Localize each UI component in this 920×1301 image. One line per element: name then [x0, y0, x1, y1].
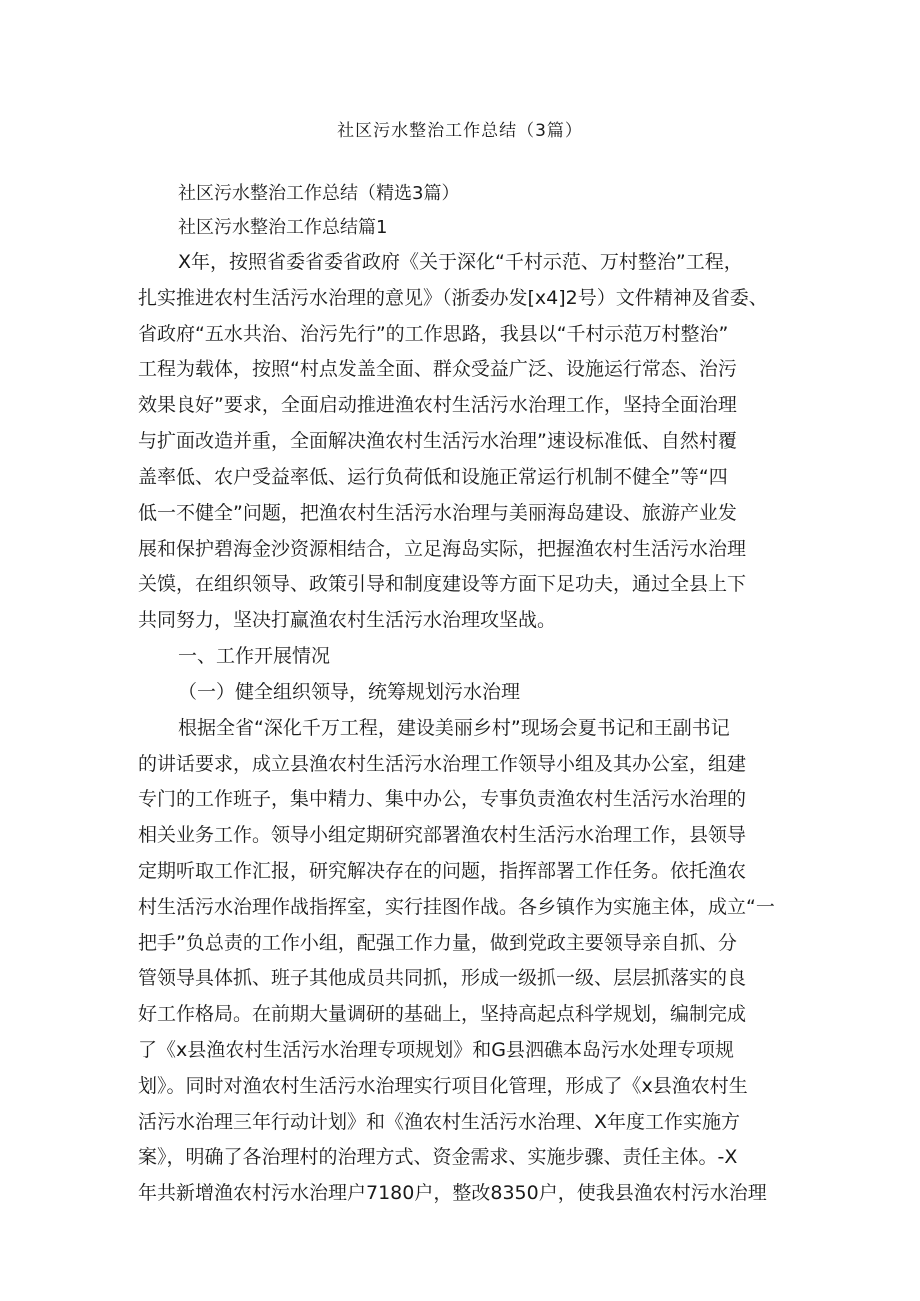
article-heading: 社区污水整治工作总结篇1 [178, 217, 388, 238]
paragraph-1-line: 扎实推进农村生活污水治理的意见》（浙委办发[x4]2号）文件精神及省委、 [138, 287, 768, 309]
paragraph-1-line: 效果良好”要求，全面启动推进渔农村生活污水治理工作，坚持全面治理 [138, 394, 737, 416]
paragraph-1-line: 关馍，在组织领导、政策引导和制度建设等方面下足功夫，通过全县上下 [138, 573, 747, 595]
paragraph-2-line: 把手”负总责的工作小组，配强工作力量，做到党政主要领导亲自抓、分 [138, 932, 737, 954]
paragraph-1-line: 共同努力，坚决打赢渔农村生活污水治理攻坚战。 [138, 609, 557, 631]
paragraph-2-line: 管领导具体抓、班子其他成员共同抓，形成一级抓一级、层层抓落实的良 [138, 967, 747, 989]
paragraph-2-line: 的讲话要求，成立县渔农村生活污水治理工作领导小组及其办公室，组建 [138, 753, 747, 775]
paragraph-1-line: 省政府“五水共治、治污先行”的工作思路，我县以“千村示范万村整治” [138, 323, 729, 345]
paragraph-2-line: 根据全省“深化千万工程，建设美丽乡村”现场会夏书记和王副书记 [178, 717, 730, 739]
paragraph-2-line: 定期听取工作汇报，研究解决存在的问题，指挥部署工作任务。依托渔农 [138, 860, 747, 882]
paragraph-2-line: 好工作格局。在前期大量调研的基础上，坚持高起点科学规划，编制完成 [138, 1003, 747, 1025]
paragraph-1-line: 低一不健全”问题，把渔农村生活污水治理与美丽海岛建设、旅游产业发 [138, 502, 737, 524]
paragraph-1-line: X年，按照省委省委省政府《关于深化“千村示范、万村整治”工程， [178, 251, 743, 273]
paragraph-1-line: 盖率低、农户受益率低、运行负荷低和设施正常运行机制不健全”等“四 [138, 466, 728, 488]
paragraph-2-line: 专门的工作班子，集中精力、集中办公，专事负责渔农村生活污水治理的 [138, 788, 747, 810]
paragraph-1-line: 与扩面改造并重，全面解决渔农村生活污水治理”速设标准低、自然村覆 [138, 430, 737, 452]
document-subtitle: 社区污水整治工作总结（精选3篇） [178, 183, 460, 204]
paragraph-1-line: 展和保护碧海金沙资源相结合，立足海岛实际，把握渔农村生活污水治理 [138, 538, 747, 560]
paragraph-2-line: 了《x县渔农村生活污水治理专项规划》和G县泗礁本岛污水处理专项规 [138, 1039, 734, 1061]
paragraph-2-line: 活污水治理三年行动计划》和《渔农村生活污水治理、X年度工作实施方 [138, 1111, 741, 1133]
paragraph-2-line: 相关业务工作。领导小组定期研究部署渔农村生活污水治理工作，县领导 [138, 824, 747, 846]
paragraph-2-line: 案》，明确了各治理村的治理方式、资金需求、实施步骤、责任主体。-X [138, 1146, 738, 1168]
paragraph-2-line: 年共新增渔农村污水治理户7180户，整改8350户，使我县渔农村污水治理 [138, 1182, 767, 1204]
subsection-1-heading: （一）健全组织领导，统筹规划污水治理 [178, 681, 521, 703]
document-title: 社区污水整治工作总结（3篇） [337, 121, 583, 141]
paragraph-2-line: 划》。同时对渔农村生活污水治理实行项目化管理，形成了《x县渔农村生 [138, 1075, 748, 1097]
section-1-heading: 一、工作开展情况 [178, 645, 331, 667]
paragraph-1-line: 工程为载体，按照“村点发盖全面、群众受益广泛、设施运行常态、治污 [138, 358, 737, 380]
paragraph-2-line: 村生活污水治理作战指挥室，实行挂图作战。各乡镇作为实施主体，成立“一 [138, 896, 775, 918]
